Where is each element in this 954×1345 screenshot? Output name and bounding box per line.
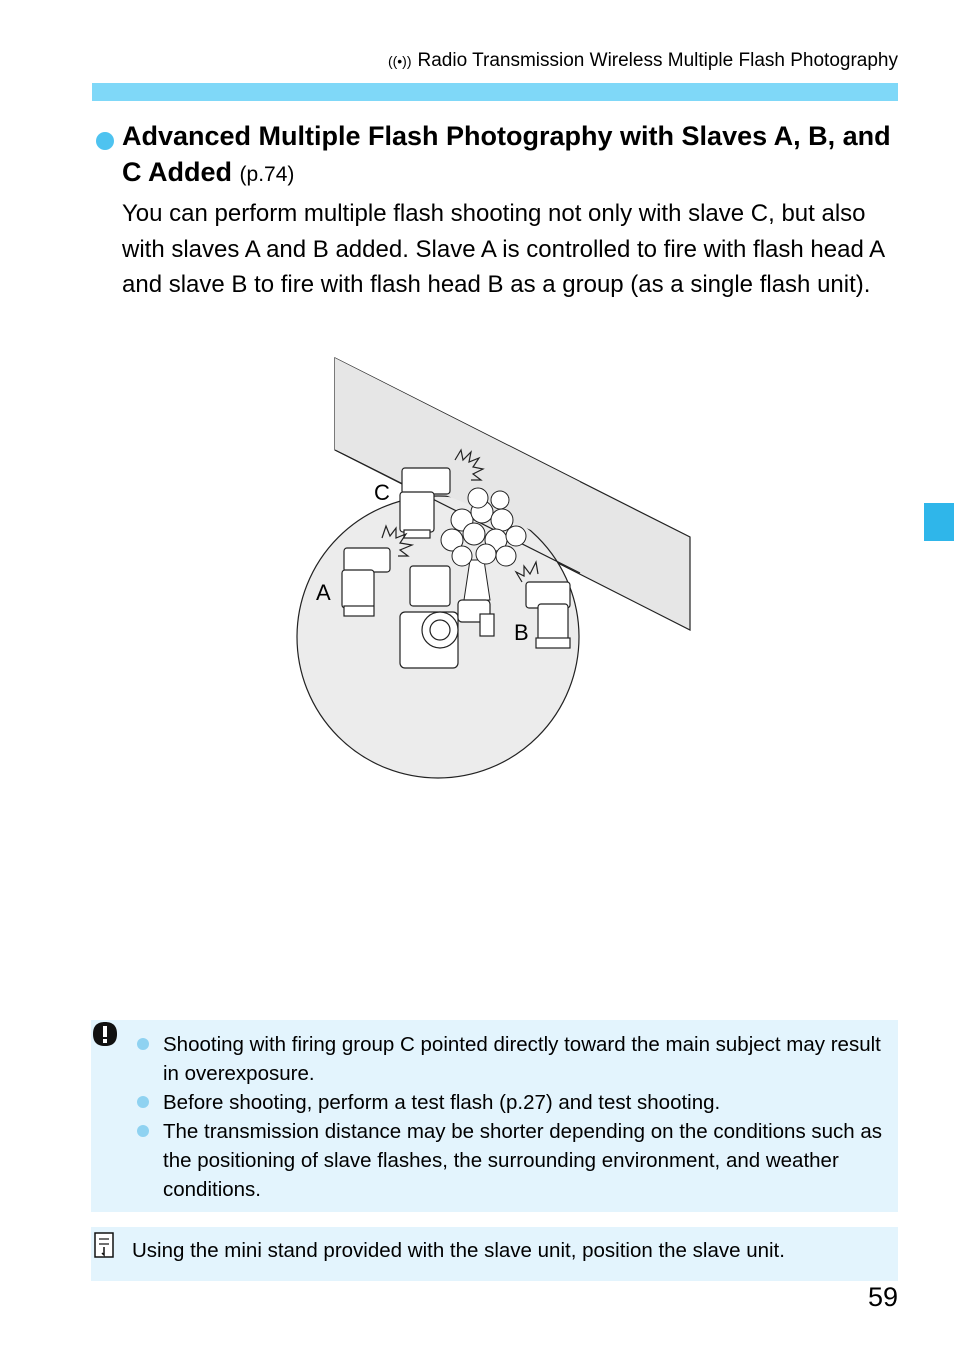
- caution-item: Shooting with firing group C pointed directly toward the main subject may result in overexposure.: [135, 1030, 885, 1088]
- bullet-icon: [137, 1125, 149, 1137]
- caution-list: [135, 1030, 885, 1204]
- running-header: [388, 50, 898, 72]
- caution-icon: [91, 1020, 119, 1048]
- bullet-icon: [137, 1096, 149, 1108]
- header-divider-bar: [92, 83, 898, 101]
- caution-item: The transmission distance may be shorter depending on the conditions such as the positioning of slave flashes, the surrounding environment, and weather conditions.: [135, 1117, 885, 1204]
- label-a: A: [316, 580, 331, 605]
- caution-box: [91, 1020, 898, 1212]
- section-page-ref: (p.74): [239, 163, 295, 186]
- label-c: C: [374, 480, 390, 505]
- note-text: Using the mini stand provided with the slave unit, position the slave unit.: [132, 1239, 785, 1262]
- caution-item: Before shooting, perform a test flash (p.27) and test shooting.: [135, 1088, 885, 1117]
- note-box: [91, 1227, 898, 1281]
- chapter-tab: [924, 503, 954, 541]
- flash-setup-illustration: [290, 350, 700, 810]
- label-b: B: [514, 620, 529, 645]
- section-title-text: Advanced Multiple Flash Photography with Slaves A, B, and C Added: [122, 121, 891, 187]
- radio-transmission-icon: ((•)): [387, 53, 412, 69]
- section-body: You can perform multiple flash shooting not only with slave C, but also with slaves A and B added. Slave A is controlled to fire with flash head A and slave B to fire with flash head B as a group (as a single flash unit).: [122, 200, 884, 298]
- running-header-title: Radio Transmission Wireless Multiple Flash Photography: [417, 50, 898, 71]
- page-number: 59: [867, 1282, 898, 1312]
- flash-setup-diagram: [290, 350, 700, 810]
- section-title: [122, 118, 902, 193]
- memo-icon: [91, 1227, 117, 1259]
- bullet-icon: [137, 1038, 149, 1050]
- section-bullet-icon: [96, 132, 114, 150]
